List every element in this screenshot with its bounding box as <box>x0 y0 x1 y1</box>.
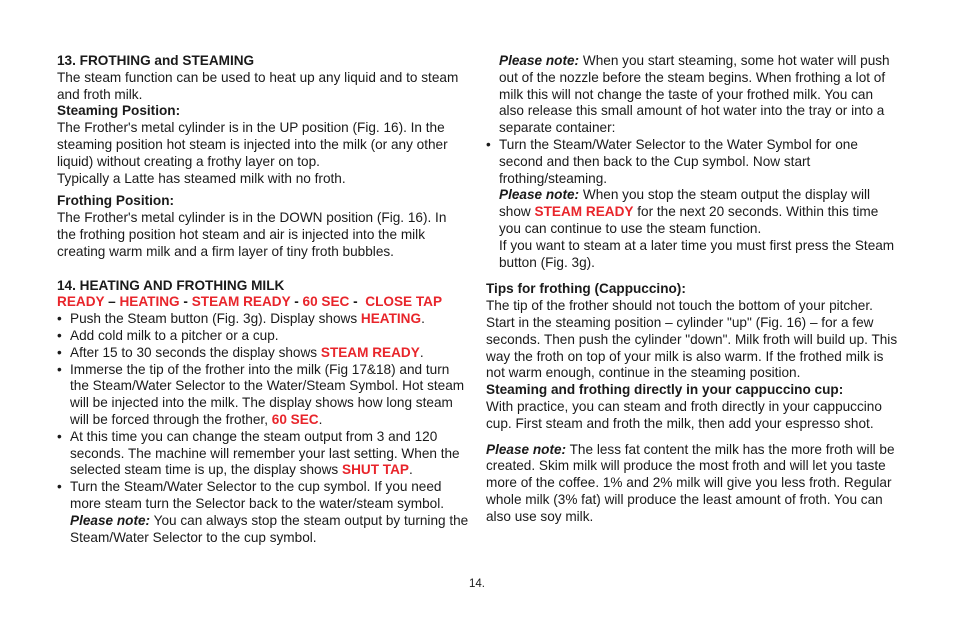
please-note-label: Please note: <box>499 187 580 203</box>
bullet-item <box>57 429 469 479</box>
bullet-end: . <box>421 311 425 327</box>
seq-close-tap: CLOSE TAP <box>365 294 443 310</box>
display-word-steam-ready: STEAM READY <box>534 204 634 220</box>
display-word-heating: HEATING <box>360 311 422 327</box>
seq-sep: - <box>179 294 192 310</box>
bullet-text: Turn the Steam/Water Selector to the cup symbol. If you need more steam turn the Selector back to the water/steam symbol. <box>70 479 444 511</box>
seq-steam-ready: STEAM READY <box>191 294 291 310</box>
bullet-item <box>57 479 469 546</box>
bullet-text: Push the Steam button (Fig. 3g). Display shows <box>70 311 361 327</box>
please-note-text: When you stop the steam output the display will show <box>499 187 871 220</box>
display-sequence <box>57 294 469 311</box>
bullet-item <box>486 137 901 271</box>
bullet-end: . <box>318 411 323 427</box>
please-note-text: for the next 20 seconds. Within this time you can continue to use the steam function. <box>499 204 879 236</box>
steaming-latte-note: Typically a Latte has steamed milk with no froth. <box>57 170 346 186</box>
section-13-title: 13. FROTHING and STEAMING <box>57 53 255 68</box>
direct-cup-heading: Steaming and frothing directly in your cappuccino cup: <box>486 382 844 398</box>
seq-sep: - <box>290 294 303 310</box>
seq-sep: – <box>104 294 120 310</box>
please-note-label: Please note: <box>499 53 580 68</box>
bullet-text: At this time you can change the steam output from 3 and 120 seconds. The machine will remember your last setting. When the selected steam time is up, the display shows <box>70 428 460 478</box>
section-14-title: 14. HEATING AND FROTHING MILK <box>57 277 285 293</box>
steaming-position-heading: Steaming Position: <box>57 103 181 119</box>
seq-60-sec: 60 SEC <box>302 294 350 310</box>
direct-cup-text: With practice, you can steam and froth directly in your cappuccino cup. First steam and froth the milk, then add your espresso shot. <box>486 398 882 431</box>
please-note-text: You can always stop the steam output by turning the Steam/Water Selector to the cup symbol. <box>70 512 469 545</box>
please-note-paragraph <box>486 442 901 526</box>
bullet-item <box>57 345 469 362</box>
tips-heading: Tips for frothing (Cappuccino): <box>486 281 686 297</box>
bullet-text: Add cold milk to a pitcher or a cup. <box>70 327 279 343</box>
tips-text: The tip of the frother should not touch the bottom of your pitcher. Start in the steaming position – cylinder "up" (Fig. 16) – for a few seconds. Then push the cylinder "down". Milk froth will build up. This way the froth on top of your milk is also warm. If the frothed milk is not warm enough, continue in the steaming position. <box>486 298 898 381</box>
left-column <box>57 53 469 546</box>
bullet-item <box>57 362 469 429</box>
please-note-text: The less fat content the milk has the more froth will be created. Skim milk will produce the most froth and will let you taste more of the coffee. 1% and 2% milk will give you less froth. Regular whole milk (3% fat) will produce the least amount of froth. You can also use soy milk. <box>486 441 895 524</box>
seq-ready: READY <box>57 294 105 310</box>
frothing-position-text: The Frother's metal cylinder is in the DOWN position (Fig. 16). In the frothing position hot steam and air is injected into the milk creating warm milk and a firm layer of tiny froth bubbles. <box>57 210 447 259</box>
bullet-item <box>57 328 469 345</box>
display-word-steam-ready: STEAM READY <box>320 344 420 360</box>
bullet-text: After 15 to 30 seconds the display shows <box>70 344 321 360</box>
seq-heating: HEATING <box>119 294 180 310</box>
bullet-item <box>57 311 469 328</box>
section-13-intro: The steam function can be used to heat up any liquid and to steam and froth milk. <box>57 69 459 102</box>
frothing-position-heading: Frothing Position: <box>57 193 175 209</box>
please-note-text: When you start steaming, some hot water will push out of the nozzle before the steam begins. When frothing a lot of milk this will not change the taste of your frothed milk. You can also release this small amount of hot water into the tray or into a separate container: <box>499 53 890 136</box>
bullet-text: Immerse the tip of the frother into the milk (Fig 17&18) and turn the Steam/Water Selector to the Water/Steam Symbol. Hot steam will be injected into the milk. The display shows how long steam will be forced through the frother, <box>70 361 465 427</box>
right-column <box>486 53 901 526</box>
bullet-text: • Turn the Steam/Water Selector to the Water Symbol for one second and then back to the Cup symbol. Now start frothing/steaming. <box>499 136 858 186</box>
bullet-end: . <box>419 344 424 360</box>
please-note-paragraph <box>486 53 901 137</box>
please-note-label: Please note: <box>486 441 567 457</box>
display-word-shut-tap: SHUT TAP <box>342 462 409 478</box>
steam-later-text: If you want to steam at a later time you must first press the Steam button (Fig. 3g). <box>499 237 895 270</box>
bullet-end: . <box>408 462 413 478</box>
display-word-60-sec: 60 SEC <box>271 411 319 427</box>
please-note-paragraph <box>499 187 901 237</box>
page-number: 14. <box>469 578 485 590</box>
please-note-label: Please note: <box>70 512 151 528</box>
seq-sep: - <box>349 294 366 310</box>
steaming-position-text: The Frother's metal cylinder is in the UP position (Fig. 16). In the steaming position hot steam is injected into the milk (or any other liquid) without creating a frothy layer on top. <box>57 120 448 169</box>
